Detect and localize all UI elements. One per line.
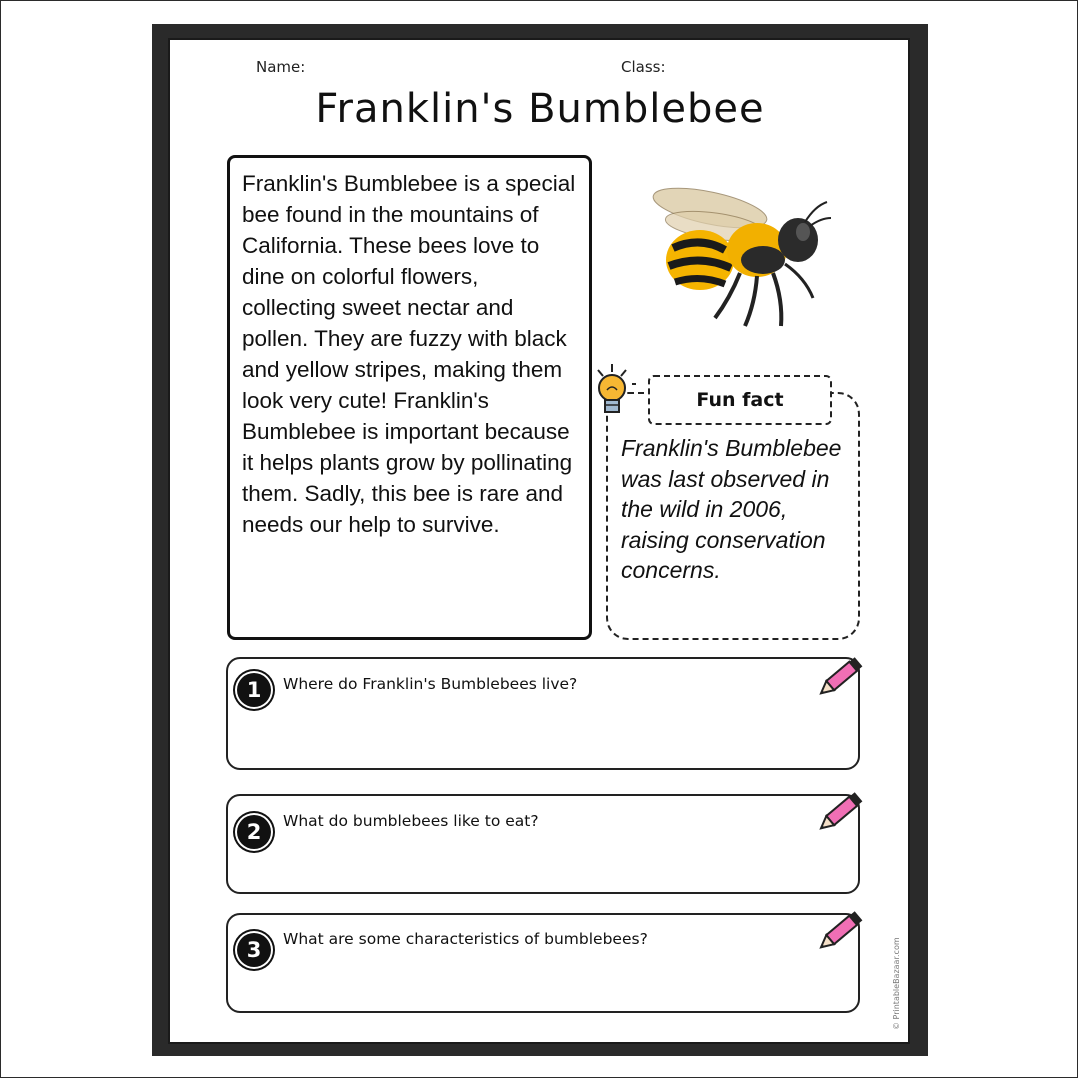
fun-fact-heading: Fun fact [648,375,832,425]
watermark: © PrintableBazaar.com [892,937,901,1030]
answer-box-2[interactable] [226,794,860,894]
bumblebee-illustration [645,178,835,338]
answer-box-3[interactable] [226,913,860,1013]
question-number-3: 3 [237,933,271,967]
question-number-2: 2 [237,815,271,849]
pencil-icon [818,650,870,698]
question-2-text: What do bumblebees like to eat? [283,812,539,830]
question-3-text: What are some characteristics of bumblebees? [283,930,648,948]
reading-passage: Franklin's Bumblebee is a special bee found in the mountains of California. These bees love to dine on colorful flowers, collecting sweet nectar and pollen. They are fuzzy with black and yellow stripes, making them look very cute! Franklin's Bumblebee is important because it helps plants grow by pollinating them. Sadly, this bee is rare and needs our help to survive. [227,155,592,640]
fun-fact-text: Franklin's Bumblebee was last observed in the wild in 2006, raising conservation concerns. [621,435,842,583]
worksheet-title: Franklin's Bumblebee [315,86,765,132]
class-label: Class: [621,58,666,76]
lightbulb-icon [592,360,638,422]
answer-box-1[interactable] [226,657,860,770]
question-number-1: 1 [237,673,271,707]
pencil-icon [818,904,870,952]
pencil-icon [818,785,870,833]
name-label: Name: [256,58,306,76]
question-1-text: Where do Franklin's Bumblebees live? [283,675,578,693]
